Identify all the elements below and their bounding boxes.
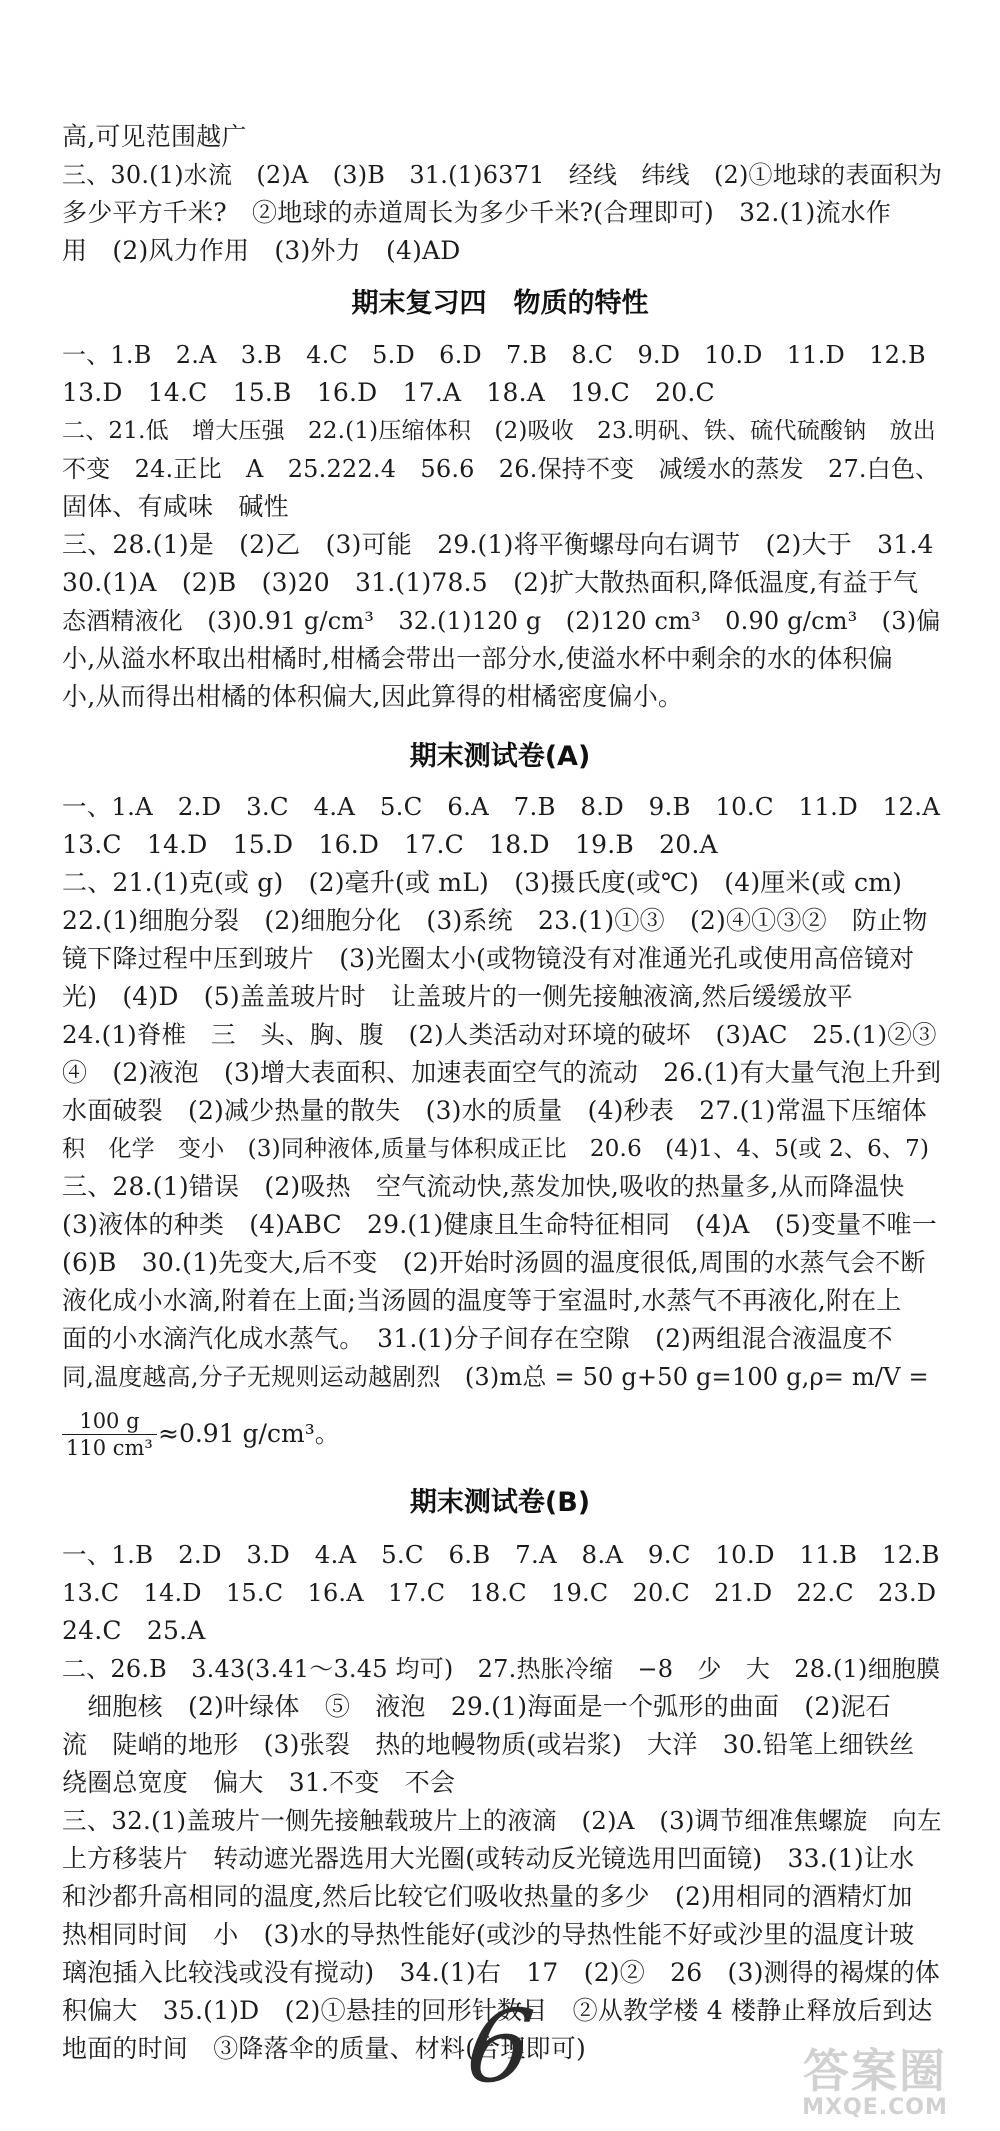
text-line: 13.C 14.D 15.D 16.D 17.C 18.D 19.B 20.A	[62, 830, 718, 859]
text-line: (6)B 30.(1)先变大,后不变 (2)开始时汤圆的温度很低,周围的水蒸气会不断	[62, 1248, 926, 1277]
text-line: 上方移装片 转动遮光器选用大光圈(或转动反光镜选用凹面镜) 33.(1)让水	[62, 1844, 915, 1873]
text-line: 用 (2)风力作用 (3)外力 (4)AD	[62, 236, 461, 265]
text-line: 和沙都升高相同的温度,然后比较它们吸收热量的多少 (2)用相同的酒精灯加	[62, 1882, 913, 1911]
section-heading: 期末复习四 物质的特性	[351, 288, 649, 319]
text-line: 一、1.B 2.D 3.D 4.A 5.C 6.B 7.A 8.A 9.C 10.D 11.B 12.B	[62, 1540, 940, 1569]
text-line: 积偏大 35.(1)D (2)①悬挂的回形针数目 ②从教学楼 4 楼静止释放后到达	[62, 1996, 933, 2025]
density-fraction	[62, 1408, 157, 1461]
text-line: 璃泡插入比较浅或没有搅动) 34.(1)右 17 (2)② 26 (3)测得的褐煤的体	[62, 1958, 940, 1987]
text-line: 同,温度越高,分子无规则运动越剧烈 (3)m总 = 50 g+50 g=100 g,ρ= m/V =	[62, 1363, 929, 1391]
text-line: 热相同时间 小 (3)水的导热性能好(或沙的导热性能不好或沙里的温度计玻	[62, 1920, 915, 1949]
text-line: 态酒精液化 (3)0.91 g/cm³ 32.(1)120 g (2)120 cm³ 0.90 g/cm³ (3)偏	[62, 607, 941, 635]
text-line: 二、26.B 3.43(3.41～3.45 均可) 27.热胀冷缩 −8 少 大 28.(1)细胞膜	[62, 1655, 941, 1683]
text-line: 积 化学 变小 (3)同种液体,质量与体积成正比 20.6 (4)1、4、5(或 2、6、7)	[62, 1136, 930, 1162]
text-line: 细胞核 (2)叶绿体 ⑤ 液泡 29.(1)海面是一个弧形的曲面 (2)泥石	[62, 1692, 891, 1721]
text-line: 24.C 25.A	[62, 1616, 206, 1645]
text-line: 绕圈总宽度 偏大 31.不变 不会	[62, 1768, 456, 1797]
text-line: 13.C 14.D 15.C 16.A 17.C 18.C 19.C 20.C 21.D 22.C 23.D	[62, 1579, 937, 1607]
text-line: (3)液体的种类 (4)ABC 29.(1)健康且生命特征相同 (4)A (5)变量不唯一	[62, 1210, 937, 1239]
text-line: 光) (4)D (5)盖盖玻片时 让盖玻片的一侧先接触液滴,然后缓缓放平	[62, 982, 853, 1011]
text-line: 多少平方千米? ②地球的赤道周长为多少千米?(合理即可) 32.(1)流水作	[62, 198, 892, 227]
text-line: ④ (2)液泡 (3)增大表面积、加速表面空气的流动 26.(1)有大量气泡上升到	[62, 1058, 942, 1087]
text-line: 地面的时间 ③降落伞的质量、材料(合理即可)	[62, 2034, 586, 2063]
text-line: 不变 24.正比 A 25.222.4 56.6 26.保持不变 减缓水的蒸发 27.白色、	[62, 455, 940, 483]
text-line: 24.(1)脊椎 三 头、胸、腹 (2)人类活动对环境的破坏 (3)AC 25.(1)②③	[62, 1020, 937, 1049]
fraction-denominator: 110 cm³	[62, 1434, 157, 1461]
text-line: 三、32.(1)盖玻片一侧先接触载玻片上的液滴 (2)A (3)调节细准焦螺旋 向左	[62, 1806, 942, 1835]
text-line: 13.D 14.C 15.B 16.D 17.A 18.A 19.C 20.C	[62, 378, 715, 407]
text-line: 面的小水滴汽化成水蒸气。 31.(1)分子间存在空隙 (2)两组混合液温度不	[62, 1324, 893, 1353]
text-line: 小,从而得出柑橘的体积偏大,因此算得的柑橘密度偏小。	[62, 682, 684, 711]
section-heading: 期末测试卷(A)	[409, 741, 591, 772]
text-line: 镜下降过程中压到玻片 (3)光圈太小(或物镜没有对准通光孔或使用高倍镜对	[62, 944, 915, 973]
text-line: 二、21.(1)克(或 g) (2)毫升(或 mL) (3)摄氏度(或℃) (4)厘米(或 cm)	[62, 868, 903, 897]
text-line: 30.(1)A (2)B (3)20 31.(1)78.5 (2)扩大散热面积,降低温度,有益于气	[62, 568, 919, 597]
text-line: 一、1.A 2.D 3.C 4.A 5.C 6.A 7.B 8.D 9.B 10.C 11.D 12.A	[62, 792, 941, 821]
watermark-text: 答案圈	[803, 2044, 947, 2098]
text-line: 高,可见范围越广	[62, 122, 247, 151]
page-number: 6	[459, 1988, 540, 2105]
text-line: 22.(1)细胞分裂 (2)细胞分化 (3)系统 23.(1)①③ (2)④①③② 防止物	[62, 906, 928, 935]
text-line: 二、21.低 增大压强 22.(1)压缩体积 (2)吸收 23.明矾、铁、硫代硫酸钠 放出	[62, 418, 936, 444]
text-line: 三、28.(1)是 (2)乙 (3)可能 29.(1)将平衡螺母向右调节 (2)大于 31.4	[62, 530, 934, 559]
text-line: 小,从溢水杯取出柑橘时,柑橘会带出一部分水,使溢水杯中剩余的水的体积偏	[62, 644, 893, 673]
text-line: 固体、有咸味 碱性	[62, 492, 289, 521]
section-heading: 期末测试卷(B)	[409, 1487, 591, 1518]
text-line: 一、1.B 2.A 3.B 4.C 5.D 6.D 7.B 8.C 9.D 10.D 11.D 12.B	[62, 341, 926, 369]
text-line: 液化成小水滴,附着在上面;当汤圆的温度等于室温时,水蒸气不再液化,附在上	[62, 1286, 902, 1315]
text-line: 三、30.(1)水流 (2)A (3)B 31.(1)6371 经线 纬线 (2)①地球的表面积为	[62, 161, 943, 189]
text-line: 水面破裂 (2)减少热量的散失 (3)水的质量 (4)秒表 27.(1)常温下压缩体	[62, 1096, 927, 1125]
watermark-logo	[760, 2035, 990, 2125]
text-line: 流 陡峭的地形 (3)张裂 热的地幔物质(或岩浆) 大洋 30.铅笔上细铁丝	[62, 1730, 915, 1759]
fraction-result: ≈0.91 g/cm³。	[158, 1419, 340, 1448]
text-line: 三、28.(1)错误 (2)吸热 空气流动快,蒸发加快,吸收的热量多,从而降温快	[62, 1172, 905, 1201]
fraction-numerator: 100 g	[79, 1409, 140, 1433]
watermark-url: MXQE.COM	[802, 2095, 948, 2120]
